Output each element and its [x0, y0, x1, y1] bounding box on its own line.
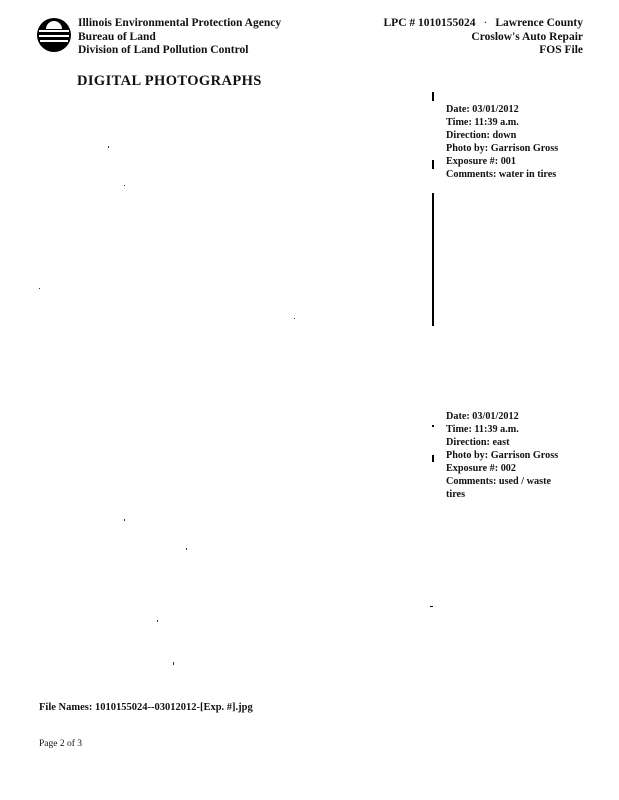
photo-info-1	[446, 103, 558, 181]
section-title: DIGITAL PHOTOGRAPHS	[77, 73, 262, 89]
photo-time: Time: 11:39 a.m.	[446, 424, 519, 435]
agency-header	[78, 17, 281, 58]
page-number: Page 2 of 3	[39, 739, 83, 749]
photo-direction: Direction: down	[446, 130, 517, 141]
scan-speck	[157, 620, 158, 622]
scan-speck	[186, 548, 187, 550]
photo-comments-continued: tires	[446, 489, 466, 500]
scan-line	[432, 455, 434, 462]
photo-info-2	[446, 410, 558, 501]
scan-speck	[173, 662, 174, 665]
separator: ·	[483, 17, 488, 29]
photo-date: Date: 03/01/2012	[446, 104, 519, 115]
site-name: Croslow's Auto Repair	[471, 30, 583, 43]
scan-line	[430, 606, 433, 607]
file-type: FOS File	[539, 44, 583, 56]
division-name: Division of Land Pollution Control	[78, 44, 249, 56]
lpc-number: LPC # 1010155024	[383, 17, 476, 29]
county-name: Lawrence County	[495, 17, 583, 29]
scan-speck	[294, 318, 295, 319]
agency-name: Illinois Environmental Protection Agency	[78, 17, 282, 29]
photo-by: Photo by: Garrison Gross	[446, 143, 559, 154]
photo-exposure: Exposure #: 001	[446, 156, 516, 167]
photo-date: Date: 03/01/2012	[446, 411, 519, 422]
scan-speck	[39, 288, 40, 289]
photo-exposure: Exposure #: 002	[446, 463, 516, 474]
scan-speck	[108, 146, 109, 148]
photo-by: Photo by: Garrison Gross	[446, 450, 559, 461]
bureau-name: Bureau of Land	[78, 30, 156, 43]
scan-line	[432, 92, 434, 101]
photo-comments: Comments: used / waste	[446, 476, 551, 487]
scan-speck	[124, 185, 125, 186]
scan-line	[432, 193, 434, 326]
scan-line	[432, 160, 434, 169]
iepa-logo-icon	[36, 17, 72, 53]
scan-speck	[124, 519, 125, 521]
photo-direction: Direction: east	[446, 437, 510, 448]
photo-comments: Comments: water in tires	[446, 169, 557, 180]
photo-time: Time: 11:39 a.m.	[446, 117, 519, 128]
scan-line	[432, 425, 434, 427]
file-names: File Names: 1010155024--03012012-[Exp. #].jpg	[39, 702, 253, 713]
site-header	[384, 17, 583, 58]
